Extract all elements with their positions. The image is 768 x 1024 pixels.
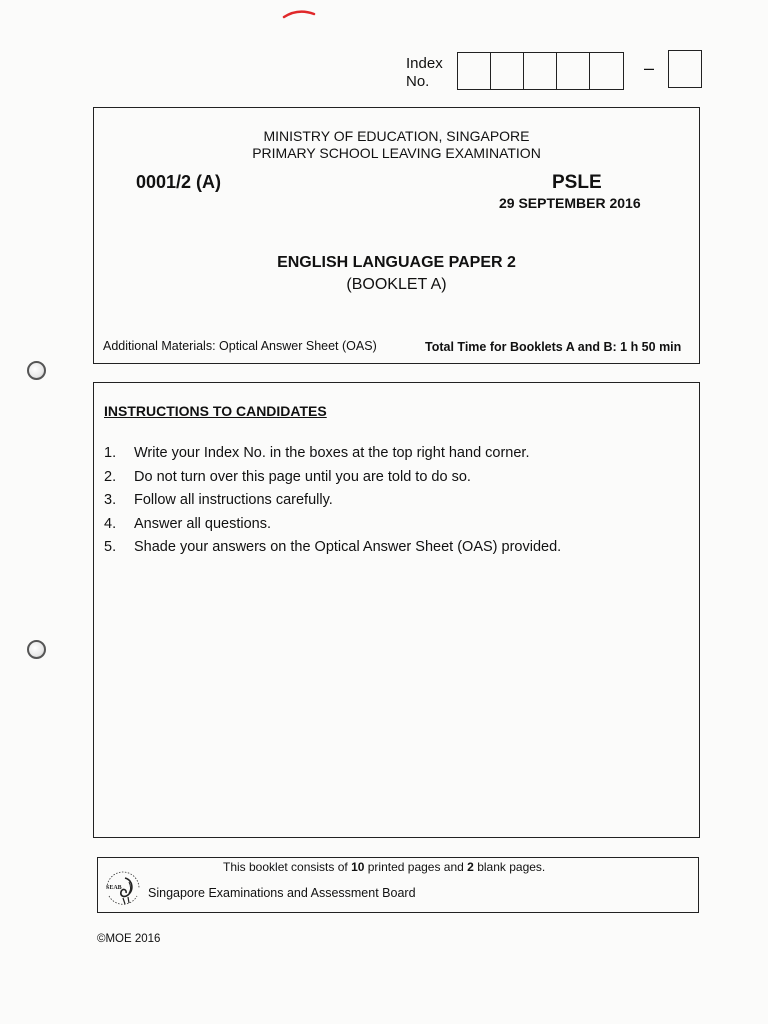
instruction-item [104, 466, 561, 490]
red-pen-mark [282, 6, 316, 20]
instruction-item [104, 513, 561, 537]
instruction-item [104, 536, 561, 560]
index-digit-box[interactable] [491, 53, 524, 89]
index-digit-box[interactable] [458, 53, 491, 89]
ministry-line-2: PRIMARY SCHOOL LEAVING EXAMINATION [252, 145, 541, 161]
index-digit-box[interactable] [524, 53, 557, 89]
instruction-text: Shade your answers on the Optical Answer Sheet (OAS) provided. [134, 539, 562, 555]
booklet-info-box [97, 857, 699, 913]
instructions-box [93, 382, 700, 838]
printed-page-count: 10 [351, 860, 365, 874]
instruction-text: Do not turn over this page until you are told to do so. [134, 468, 471, 485]
subject-title: ENGLISH LANGUAGE PAPER 2 [277, 254, 516, 271]
page-count-statement [223, 860, 545, 874]
blank-page-count: 2 [467, 860, 474, 874]
index-digit-box[interactable] [557, 53, 590, 89]
instruction-number: 3. [104, 492, 117, 508]
ministry-heading [94, 128, 699, 162]
instruction-number: 1. [104, 445, 117, 461]
total-time: Total Time for Booklets A and B: 1 h 50 min [425, 340, 682, 354]
additional-materials: Additional Materials: Optical Answer Sheet (OAS) [103, 339, 377, 353]
ministry-line-1: MINISTRY OF EDUCATION, SINGAPORE [263, 128, 530, 144]
index-digit-box[interactable] [590, 53, 623, 89]
instruction-text: Answer all questions. [134, 515, 272, 532]
instruction-text: Write your Index No. in the boxes at the top right hand corner. [134, 445, 530, 461]
instruction-number: 5. [104, 539, 117, 555]
booklet-label: (BOOKLET A) [346, 276, 447, 293]
exam-name: PSLE [552, 172, 602, 193]
page-count-prefix: This booklet consists of [223, 860, 352, 874]
punch-hole [27, 640, 46, 659]
instruction-item [104, 489, 561, 513]
exam-date: 29 SEPTEMBER 2016 [499, 195, 641, 211]
paper-code: 0001/2 (A) [136, 172, 222, 192]
index-no-label: Index No. [406, 55, 443, 90]
board-name: Singapore Examinations and Assessment Board [148, 886, 416, 900]
index-check-digit-box[interactable] [668, 50, 702, 88]
instructions-title: INSTRUCTIONS TO CANDIDATES [104, 403, 327, 419]
punch-hole [27, 361, 46, 380]
index-dash: – [644, 58, 655, 78]
exam-header-box [93, 107, 700, 364]
instruction-number: 2. [104, 468, 117, 485]
instruction-number: 4. [104, 515, 117, 532]
seab-logo-text: SEAB [106, 885, 122, 891]
copyright-notice: ©MOE 2016 [97, 933, 161, 945]
seab-logo-icon [103, 868, 143, 908]
instruction-text: Follow all instructions carefully. [134, 492, 333, 508]
instructions-list [104, 442, 561, 560]
instruction-item [104, 442, 561, 466]
page-count-suffix: blank pages. [473, 860, 546, 874]
index-no-boxes[interactable] [457, 52, 624, 90]
page-count-middle: printed pages and [364, 860, 468, 874]
